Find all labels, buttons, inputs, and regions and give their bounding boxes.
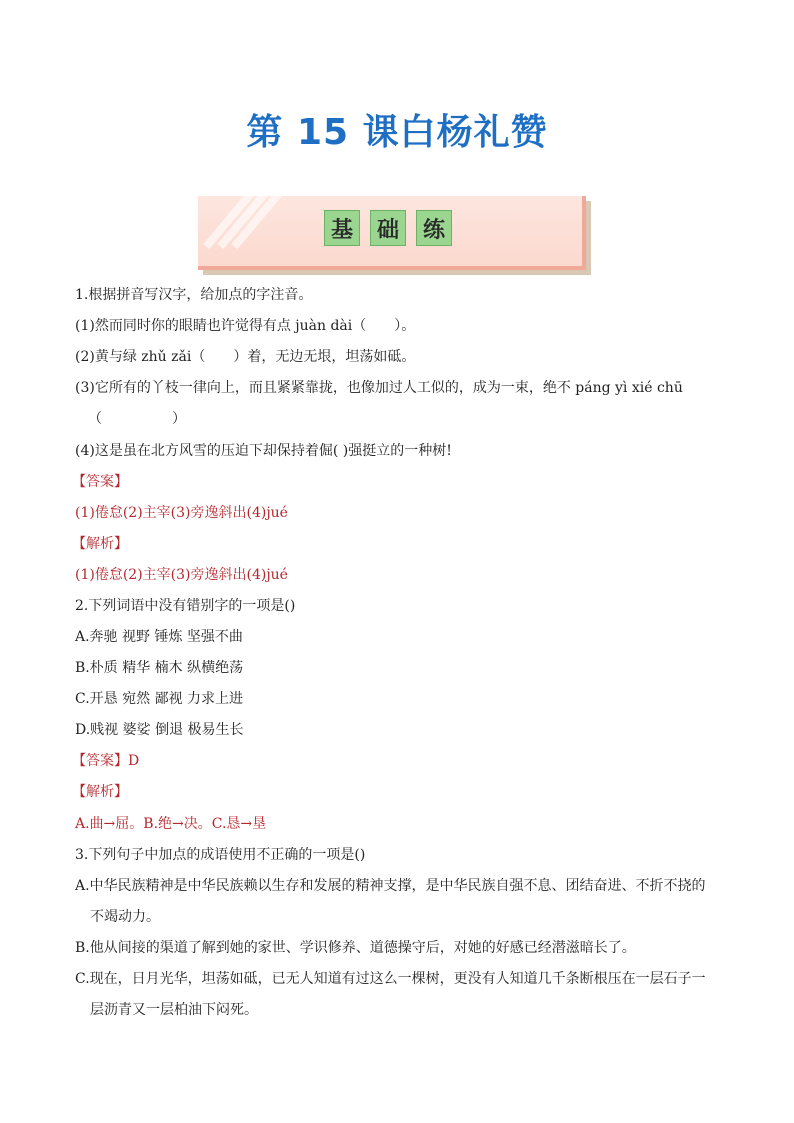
text-line: D.贱视 婆娑 倒退 极易生长 <box>75 722 244 738</box>
page-title: 第 15 课白杨礼赞 <box>246 112 548 153</box>
section-banner <box>198 196 588 272</box>
banner-badges <box>324 210 452 246</box>
banner-badge: 基 <box>324 210 360 246</box>
text-line: 【解析】 <box>72 536 128 552</box>
text-line: (1)倦怠(2)主宰(3)旁逸斜出(4)jué <box>75 505 288 521</box>
text-line: 2.下列词语中没有错别字的一项是() <box>75 598 296 614</box>
text-line: A.曲→屈。B.绝→决。C.恳→垦 <box>75 816 267 832</box>
text-line: (2)黄与绿 zhǔ zǎi（ ）着，无边无垠，坦荡如砥。 <box>75 349 416 365</box>
text-line: A.中华民族精神是中华民族赖以生存和发展的精神支撑，是中华民族自强不息、团结奋进、不折不挠的 <box>75 878 706 894</box>
text-line: 【答案】 <box>72 474 128 490</box>
text-line: (1)倦怠(2)主宰(3)旁逸斜出(4)jué <box>75 567 288 583</box>
text-line: (4)这是虽在北方风雪的压迫下却保持着倔( )强挺立的一种树! <box>75 443 452 459</box>
text-line: C.开恳 宛然 鄙视 力求上进 <box>75 691 244 707</box>
text-line: B.朴质 精华 楠木 纵横绝荡 <box>75 660 244 676</box>
text-line: (3)它所有的丫枝一律向上，而且紧紧靠拢，也像加过人工似的，成为一束，绝不 páng yì xié chū <box>75 380 683 396</box>
banner-badge: 练 <box>416 210 452 246</box>
banner-panel <box>198 196 586 270</box>
text-line: 3.下列句子中加点的成语使用不正确的一项是() <box>75 847 366 863</box>
text-line: 【解析】 <box>72 784 128 800</box>
text-line: 层沥青又一层柏油下闷死。 <box>90 1002 258 1018</box>
text-line: 【答案】D <box>72 753 140 769</box>
text-line: A.奔驰 视野 锤炼 坚强不曲 <box>75 629 243 645</box>
banner-badge: 础 <box>370 210 406 246</box>
text-line: （ ） <box>88 411 186 427</box>
text-line: 不竭动力。 <box>90 909 160 925</box>
text-line: 1.根据拼音写汉字，给加点的字注音。 <box>75 287 313 303</box>
text-line: (1)然而同时你的眼睛也许觉得有点 juàn dài（ ）。 <box>75 318 416 334</box>
text-line: B.他从间接的渠道了解到她的家世、学识修养、道德操守后，对她的好感已经潜滋暗长了。 <box>75 940 636 956</box>
text-line: C.现在，日月光华，坦荡如砥，已无人知道有过这么一棵树，更没有人知道几千条断根压在一层石子一 <box>75 971 706 987</box>
